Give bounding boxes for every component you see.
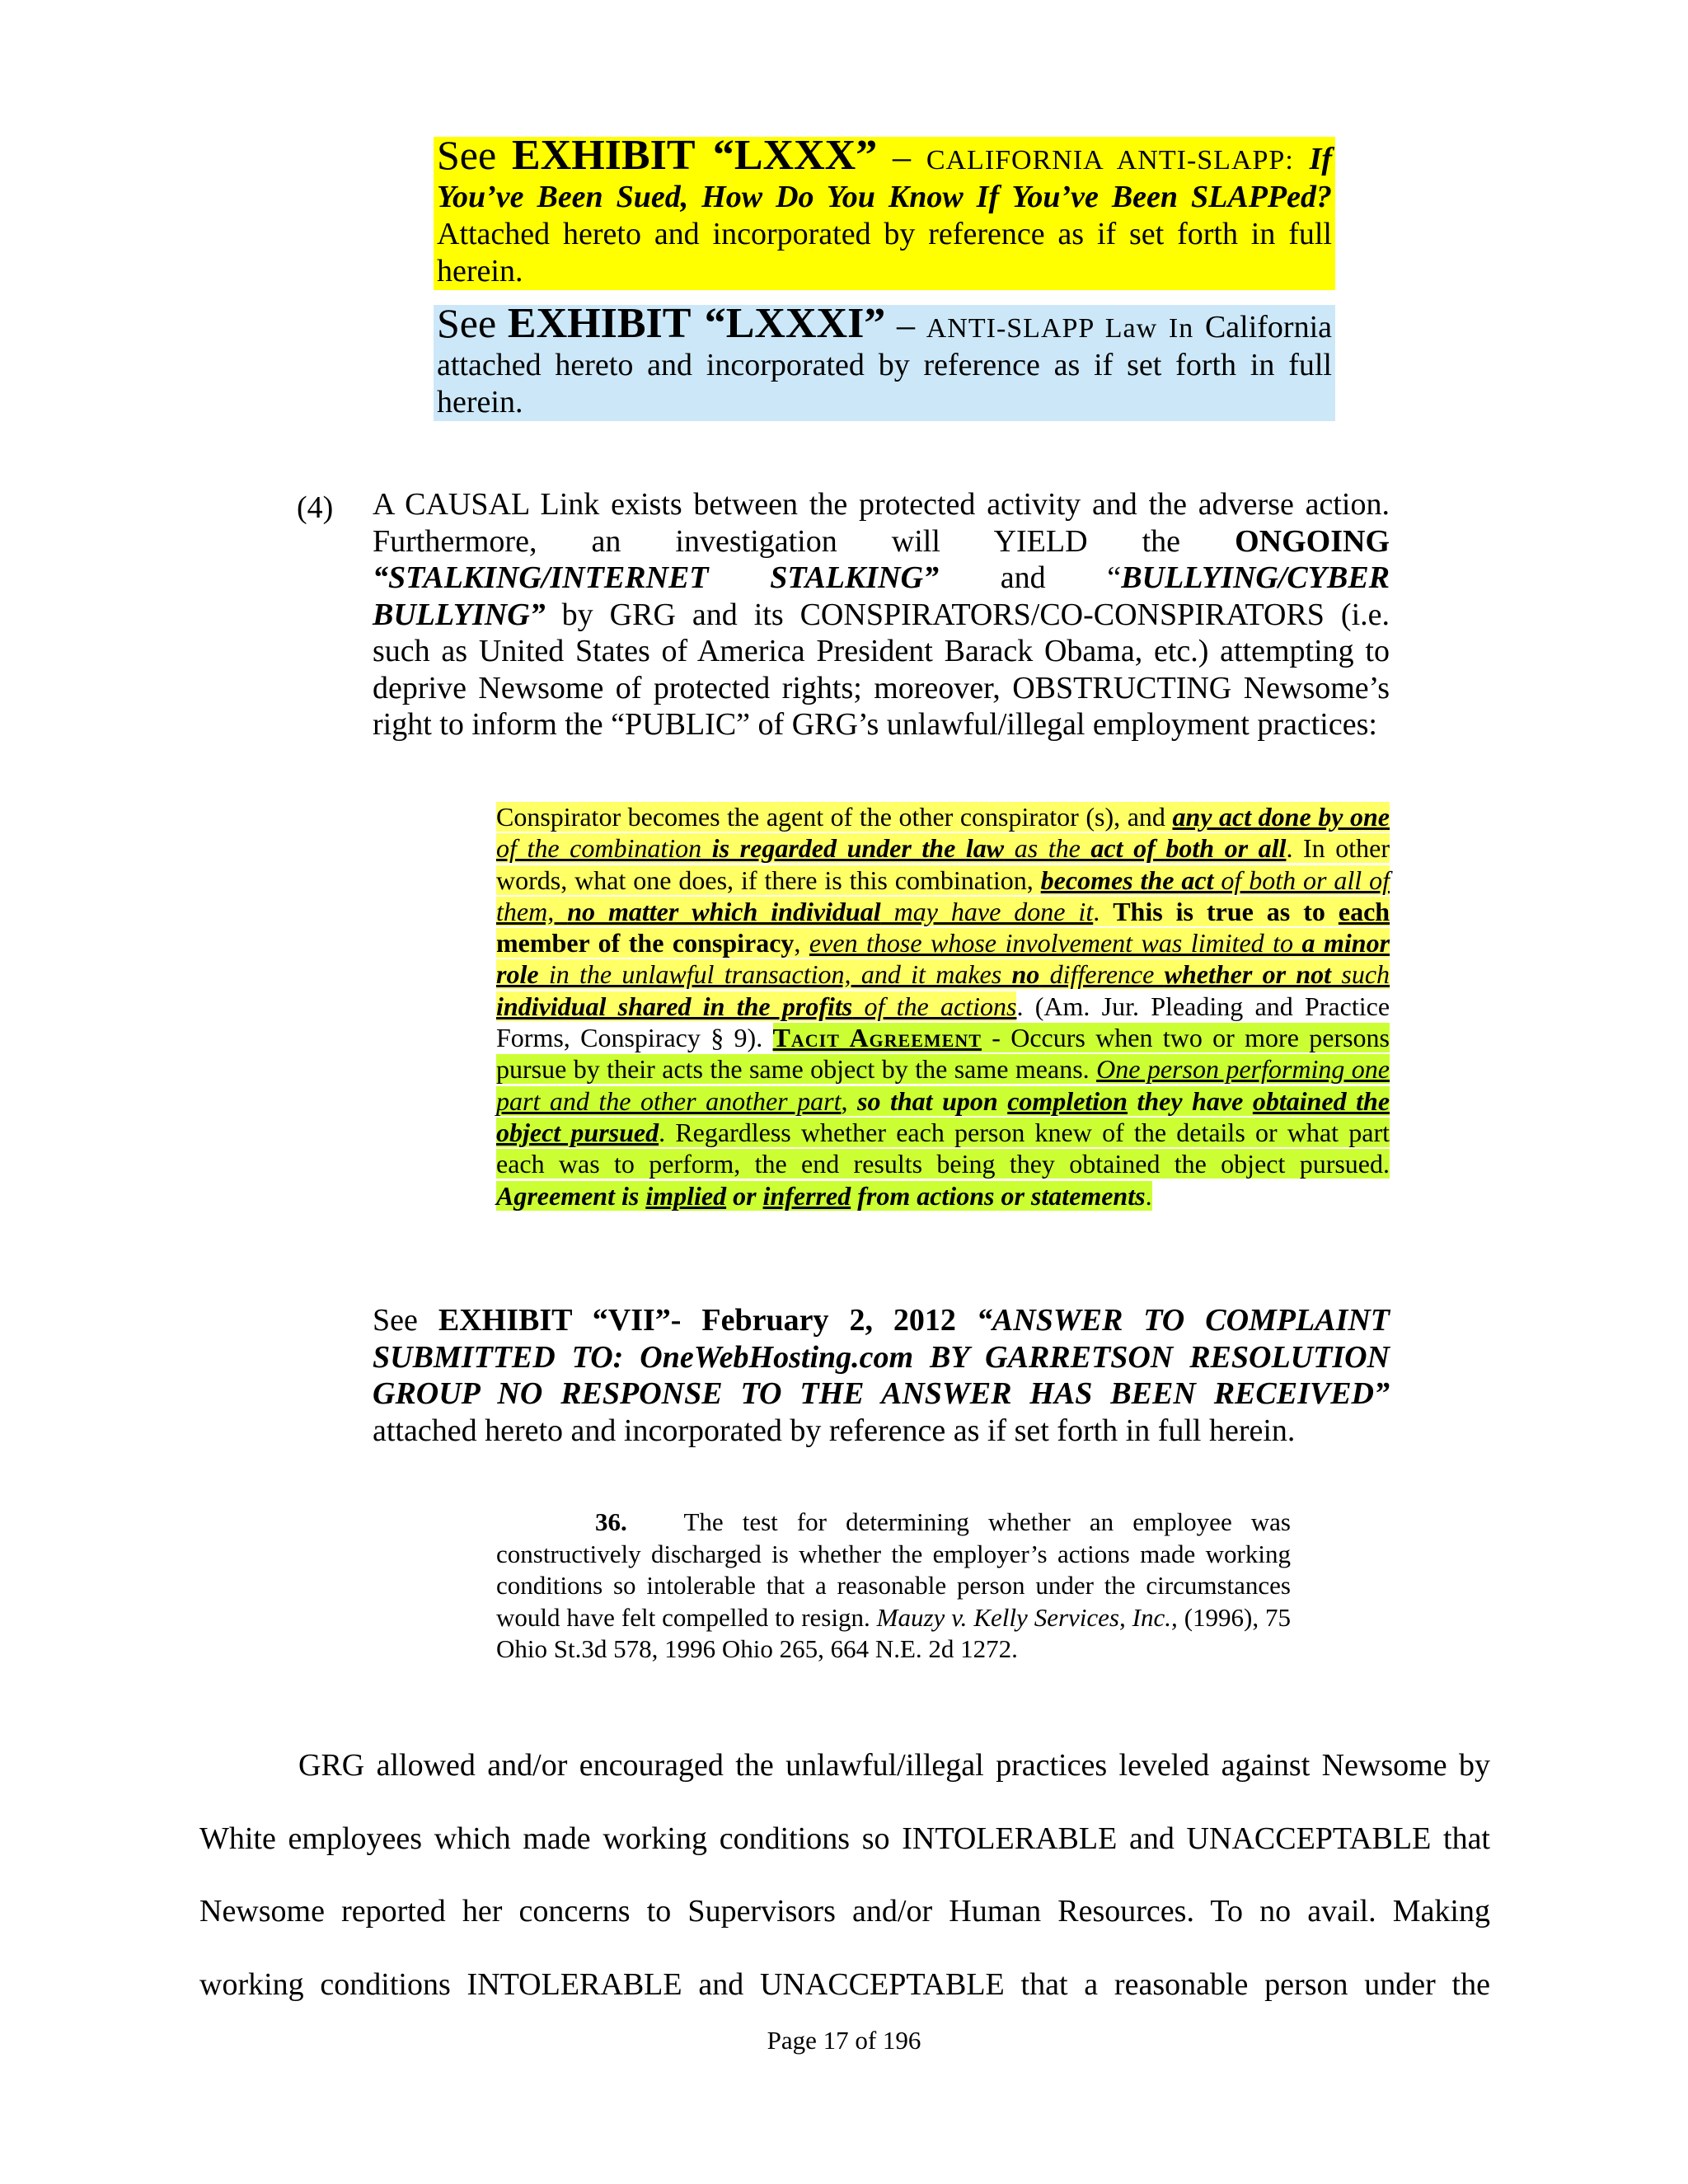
- exhibit-vii-label: EXHIBIT “VII”- February 2, 2012: [438, 1303, 956, 1338]
- quote-text: .: [1145, 1180, 1152, 1211]
- item4-text-1: A CAUSAL Link exists between the protected activity and the adverse action. Furthermore, an investigation will YIELD the: [373, 487, 1390, 559]
- exhibit-lxxx-question: If You’ve Been Sued, How Do You Know If You’ve Been SLAPPed?: [437, 142, 1333, 214]
- item4-bullying: BULLYING/CYBER BULLYING”: [373, 560, 1390, 632]
- item4-paragraph: [373, 486, 1390, 743]
- quote-emphasis: This is true as to: [1113, 896, 1339, 926]
- quote-text: .: [1093, 896, 1114, 926]
- item4-stalking: “STALKING/INTERNET STALKING”: [373, 560, 940, 595]
- quote-emphasis: is regarded under the law: [711, 833, 1005, 864]
- quote-text: as the: [1004, 833, 1091, 864]
- quote-text: may have done it: [880, 896, 1094, 926]
- quote-text: difference: [1039, 959, 1165, 990]
- item-number: (4): [297, 490, 334, 525]
- item4-ongoing: ONGOING: [1235, 523, 1390, 559]
- exhibit-lxxx-tail: Attached hereto and incorporated by reference as if set forth in full herein.: [437, 217, 1332, 288]
- quote-text: Conspirator becomes the agent of the other conspirator (s), and: [496, 802, 1173, 832]
- body-paragraph-text: GRG allowed and/or encouraged the unlawful/illegal practices leveled against Newsome by White employees which made working conditions so INTOLERABLE and UNACCEPTABLE that Newsome reported her concerns to Supervisors and/or Human Resources. To no avail. Making working conditions INTOLERABLE and UNACCEPTABLE that a reasonable person under the: [199, 1748, 1490, 2003]
- item4-text-2: by GRG and its CONSPIRATORS/CO-CONSPIRATORS (i.e. such as United States of America President Barack Obama, etc.) attempting to deprive Newsome of protected rights; moreover, OBSTRUCTING Newsome’s right to inform the “PUBLIC” of GRG’s unlawful/illegal employment practices:: [373, 597, 1390, 742]
- quote-emphasis: obtained the object pursued: [496, 1085, 1390, 1147]
- quote-emphasis: each: [1338, 896, 1390, 926]
- quote-emphasis: member of the conspiracy: [496, 928, 795, 958]
- quote-emphasis: so that upon: [857, 1085, 1008, 1116]
- quote-emphasis: any act done by one: [1172, 802, 1390, 832]
- see-word: See: [437, 132, 497, 178]
- quote-text: ,: [841, 1085, 858, 1116]
- quote-emphasis: no matter which individual: [567, 896, 881, 926]
- quote-citation: . (Am. Jur. Pleading and Practice Forms, Conspiracy § 9).: [496, 991, 1390, 1053]
- exhibit-lxxx-topic: CALIFORNIA ANTI-SLAPP:: [926, 145, 1294, 176]
- quote-text: in the unlawful transaction, and it makes: [538, 959, 1012, 990]
- quote-emphasis: implied: [645, 1180, 727, 1211]
- quote-emphasis: inferred: [762, 1180, 851, 1211]
- page-number-footer: Page 17 of 196: [767, 2026, 921, 2055]
- quote-emphasis: or: [726, 1180, 763, 1211]
- quote-text: . Regardless whether each person knew of the details or what part each was to perform, the end results being they obtained the object pursued.: [496, 1117, 1390, 1179]
- exhibit-lxxx-block: [434, 132, 1335, 290]
- quote-text: such: [1331, 959, 1390, 990]
- quote-emphasis: a minor role: [496, 928, 1390, 990]
- quote-text: One person performing one part and the other another part: [496, 1054, 1390, 1116]
- exhibit-vii-paragraph: [373, 1302, 1390, 1449]
- see-word: See: [437, 300, 497, 346]
- citation-reference: (1996), 75 Ohio St.3d 578, 1996 Ohio 265, 664 N.E. 2d 1272.: [496, 1602, 1292, 1663]
- exhibit-vii-title: “ANSWER TO COMPLAINT SUBMITTED TO: OneWebHosting.com BY GARRETSON RESOLUTION GROUP NO RESPONSE TO THE ANSWER HAS BEEN RECEIVED”: [373, 1303, 1390, 1411]
- citation-number: 36.: [595, 1507, 627, 1536]
- quote-emphasis: act of both or all: [1090, 833, 1287, 864]
- quote-text: - Occurs when two or more persons pursue by their acts the same object by the same means.: [496, 1023, 1390, 1085]
- quote-emphasis: completion: [1007, 1085, 1128, 1116]
- exhibit-lxxx-label: EXHIBIT “LXXX”: [512, 132, 878, 179]
- quote-text: . In other words, what one does, if there is this combination,: [496, 833, 1390, 895]
- quote-text: of the actions: [852, 991, 1017, 1021]
- see-word: See: [373, 1303, 418, 1338]
- quote-emphasis: becomes the act: [1040, 865, 1214, 895]
- exhibit-lxxxi-block: [434, 300, 1335, 421]
- quote-emphasis: they have: [1127, 1085, 1253, 1116]
- dash: –: [893, 137, 912, 177]
- exhibit-vii-tail: attached hereto and incorporated by reference as if set forth in full herein.: [373, 1413, 1296, 1448]
- exhibit-lxxxi-label: EXHIBIT “LXXXI”: [507, 300, 886, 347]
- quote-text: of the combination: [496, 833, 712, 864]
- citation-text: The test for determining whether an employee was constructively discharged is whether the employer’s actions made working conditions so intolerable that a reasonable person under the circumstances would have felt compelled to resign.: [496, 1507, 1291, 1632]
- quote-text: of both or all of them,: [496, 865, 1390, 926]
- quote-emphasis: Agreement is: [496, 1180, 646, 1211]
- item4-and: and “: [1000, 560, 1122, 595]
- citation-case: Mauzy v. Kelly Services, Inc.,: [876, 1602, 1178, 1632]
- quote-text: ,: [794, 928, 809, 958]
- quote-emphasis: from actions or statements: [851, 1180, 1146, 1211]
- citation-36: [496, 1507, 1291, 1666]
- quote-emphasis: individual shared in the profits: [496, 991, 853, 1021]
- exhibit-lxxxi-tail: California attached hereto and incorporated by reference as if set forth in full herein.: [437, 310, 1333, 419]
- conspiracy-quote: [496, 801, 1390, 1212]
- dash: –: [897, 305, 916, 345]
- quote-text: even those whose involvement was limited to: [809, 928, 1302, 958]
- quote-emphasis: whether or not: [1164, 959, 1332, 990]
- exhibit-lxxxi-topic: ANTI-SLAPP Law In: [926, 313, 1194, 344]
- quote-emphasis: no: [1011, 959, 1040, 990]
- tacit-agreement-heading: Tacit Agreement: [772, 1023, 982, 1053]
